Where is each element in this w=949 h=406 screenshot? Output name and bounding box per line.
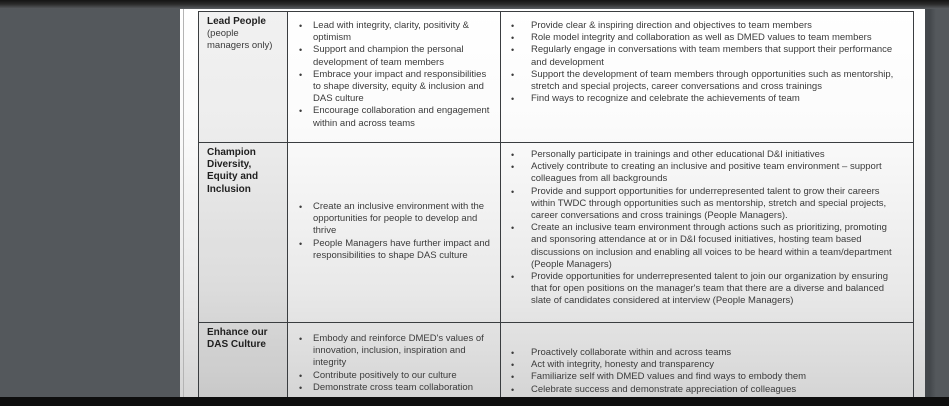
row-label-cell: [199, 143, 288, 323]
bullet-item: • Encourage collaboration and engagement within and across teams: [288, 105, 496, 129]
bullet-item: • Proactively collaborate within and across teams: [501, 347, 901, 359]
table-row: [199, 323, 914, 398]
individual-expectations-cell: [288, 143, 501, 323]
bullet-item: • Role model integrity and collaboration as well as DMED values to team members: [501, 32, 901, 44]
bullet-item: • Act with integrity, honesty and transparency: [501, 359, 901, 371]
row-label: Champion Diversity, Equity and Inclusion: [207, 147, 259, 195]
document-page: [180, 9, 925, 397]
right-bullet-list: [501, 20, 901, 105]
bullet-item: • Lead with integrity, clarity, positivity & optimism: [288, 20, 496, 44]
bullet-item: • Create an inclusive environment with the opportunities for people to develop and thrive: [288, 201, 496, 238]
right-bullet-list: [501, 347, 901, 396]
bullet-item: • Contribute positively to our culture: [288, 370, 496, 382]
bullet-item: • Personally participate in trainings and other educational D&I initiatives: [501, 149, 901, 161]
bullet-item: • Embody and reinforce DMED's values of innovation, inclusion, inspiration and integrity: [288, 333, 496, 370]
middle-bullet-list: [288, 20, 496, 130]
right-bullet-list: [501, 149, 901, 308]
bottom-chrome-bar: [0, 397, 949, 406]
right-backdrop: [925, 9, 949, 397]
bullet-item: • Demonstrate cross team collaboration: [288, 382, 496, 394]
bullet-item: • Support the development of team members through opportunities such as mentorship, stretch and special projects, career conversations and cross trainings: [501, 69, 901, 93]
bullet-item: • Familiarize self with DMED values and find ways to embody them: [501, 371, 901, 383]
bullet-item: • Find ways to recognize and celebrate the achievements of team: [501, 93, 901, 105]
bullet-item: • Actively contribute to creating an inclusive and positive team environment – support colleagues from all backgrounds: [501, 161, 901, 185]
bullet-item: • Create an inclusive team environment through actions such as prioritizing, promoting and sponsoring attendance at or in D&I focused initiatives, hosting team based discussions on inclusion and enabling all voices to be heard within a team/department (People Managers): [501, 222, 901, 271]
top-chrome-bar: [0, 0, 949, 9]
bullet-item: • Embrace your impact and responsibilities to shape diversity, equity & inclusion and DAS culture: [288, 69, 496, 106]
bullet-item: • Provide clear & inspiring direction and objectives to team members: [501, 20, 901, 32]
behaviors-cell: [501, 323, 914, 398]
row-label-cell: [199, 323, 288, 398]
behaviors-cell: [501, 12, 914, 143]
bullet-item: • Support and champion the personal development of team members: [288, 44, 496, 68]
row-label: Lead People: [207, 16, 266, 27]
responsibilities-table: [198, 11, 914, 397]
individual-expectations-cell: [288, 323, 501, 398]
row-label-cell: [199, 12, 288, 143]
bullet-item: • Celebrate success and demonstrate appreciation of colleagues: [501, 384, 901, 396]
table-row: [199, 143, 914, 323]
bullet-item: • Regularly engage in conversations with team members that support their performance and development: [501, 44, 901, 68]
table-row: [199, 12, 914, 143]
individual-expectations-cell: [288, 12, 501, 143]
bullet-item: • People Managers have further impact and responsibilities to shape DAS culture: [288, 238, 496, 262]
row-label: Enhance our DAS Culture: [207, 327, 268, 351]
row-label-note: (people managers only): [207, 28, 273, 52]
middle-bullet-list: [288, 201, 496, 262]
behaviors-cell: [501, 143, 914, 323]
bullet-item: • Provide and support opportunities for underrepresented talent to grow their careers within TWDC through opportunities such as mentorship, stretch and special projects, career conversations and cross trainings (People Managers).: [501, 186, 901, 223]
middle-bullet-list: [288, 333, 496, 394]
bullet-item: • Provide opportunities for underrepresented talent to join our organization by ensuring that for open positions on the manager's team that there are a diverse and balanced slate of candidates considered at interview (People Managers): [501, 271, 901, 308]
